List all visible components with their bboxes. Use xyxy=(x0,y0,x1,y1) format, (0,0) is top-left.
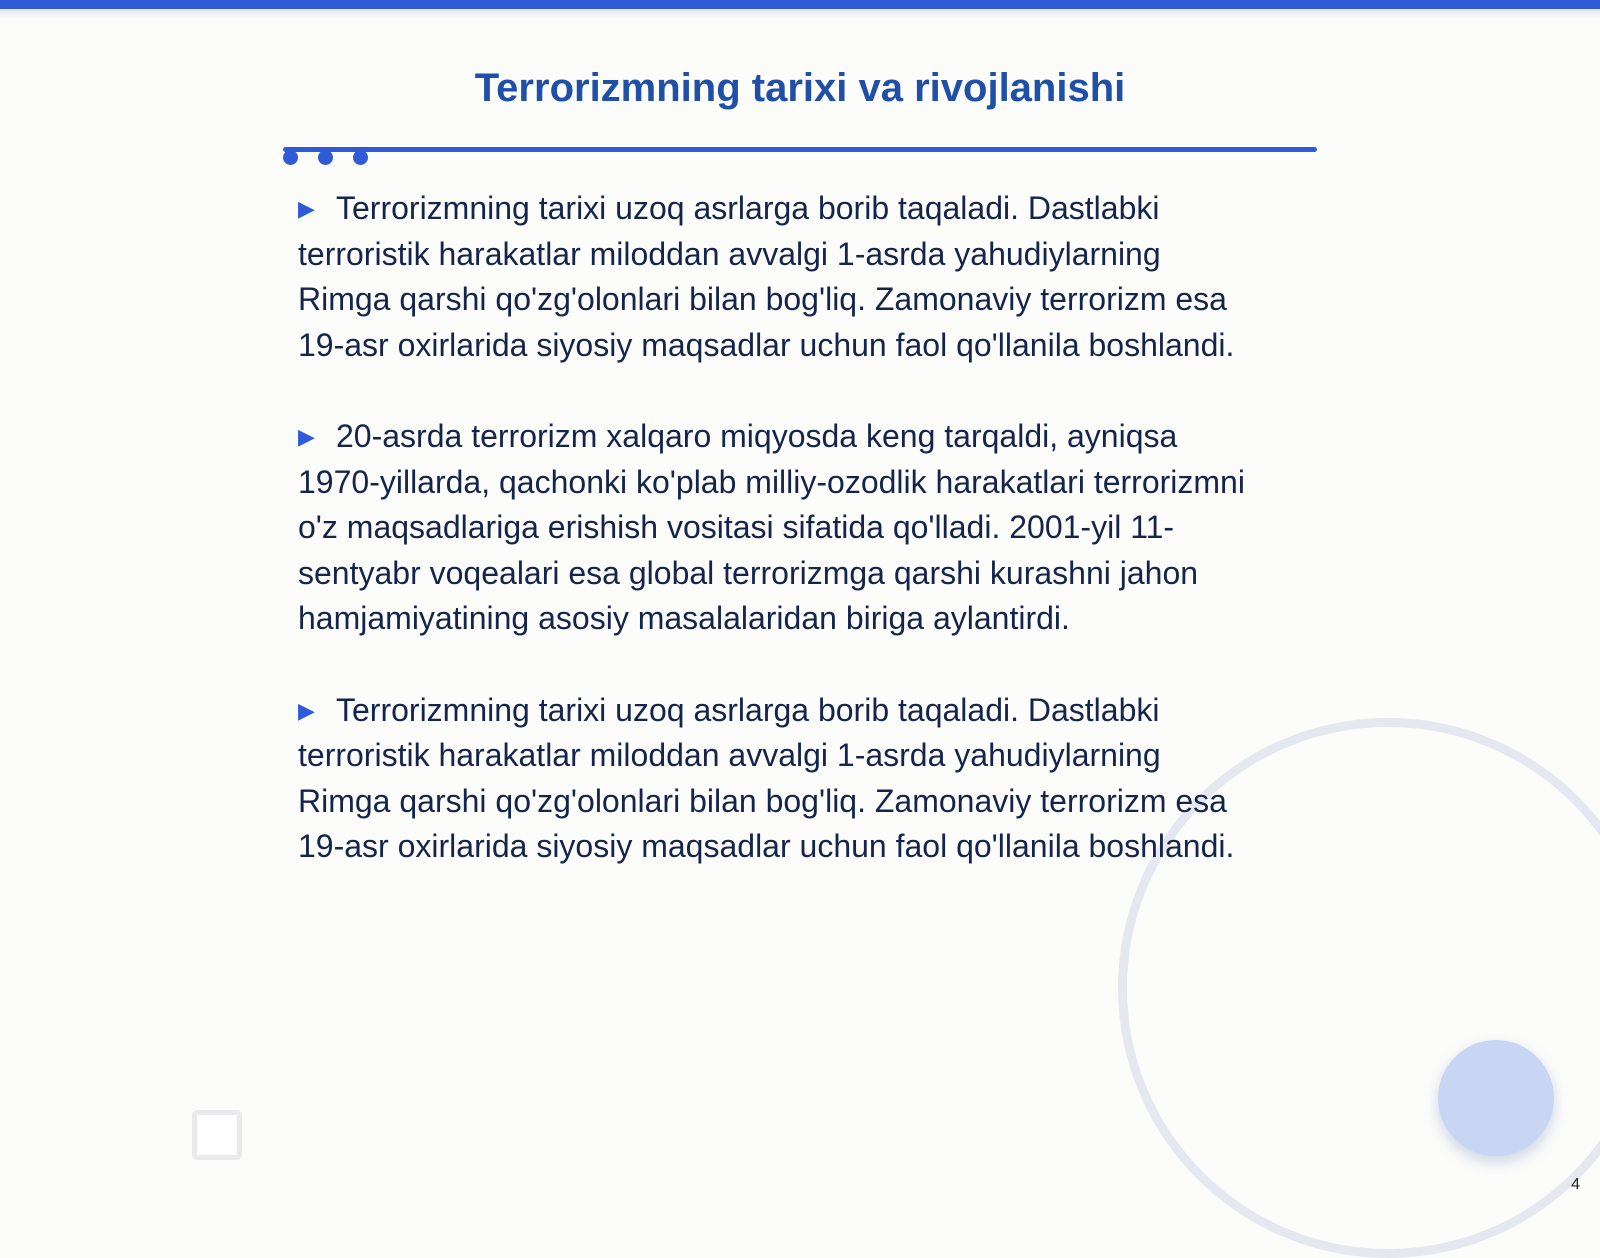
top-accent-bar xyxy=(0,0,1600,9)
bullet-text: 20-asrda terrorizm xalqaro miqyosda keng tarqaldi, ayniqsa 1970-yillarda, qachonki ko'plab milliy-ozodlik harakatlari terrorizmni o'z maqsadlariga erishish vositasi sifatida qo'lladi. 2001-yil 11-sentyabr voqealari esa global terrorizmga qarshi kurashni jahon hamjamiyatining asosiy masalalaridan biriga aylantirdi. xyxy=(298,418,1245,636)
triangle-bullet-icon: ▶ xyxy=(298,697,315,723)
bullet-item xyxy=(298,186,1258,368)
title-underline xyxy=(283,147,1317,152)
triangle-bullet-icon: ▶ xyxy=(298,196,315,221)
decorative-square xyxy=(192,1110,242,1160)
decorative-circle xyxy=(1438,1040,1554,1156)
title-dot-1 xyxy=(283,150,298,165)
page-number: 4 xyxy=(1571,1176,1580,1193)
title-dot-3 xyxy=(353,150,368,165)
bullet-item xyxy=(298,688,1258,870)
bullet-text: Terrorizmning tarixi uzoq asrlarga borib taqaladi. Dastlabki terroristik harakatlar miloddan avvalgi 1-asrda yahudiylarning Rimga qarshi qo'zg'olonlari bilan bog'liq. Zamonaviy terrorizm esa 19-asr oxirlarida siyosiy maqsadlar uchun faol qo'llanila boshlandi. xyxy=(298,190,1235,363)
slide-body xyxy=(298,186,1258,916)
bullet-item xyxy=(298,414,1258,642)
triangle-bullet-icon: ▶ xyxy=(298,424,315,449)
slide-title: Terrorizmning tarixi va rivojlanishi xyxy=(474,66,1126,110)
bullet-text: Terrorizmning tarixi uzoq asrlarga borib taqaladi. Dastlabki terroristik harakatlar miloddan avvalgi 1-asrda yahudiylarning Rimga qarshi qo'zg'olonlari bilan bog'liq. Zamonaviy terrorizm esa 19-asr oxirlarida siyosiy maqsadlar uchun faol qo'llanila boshlandi. xyxy=(298,691,1235,864)
top-bar-shadow xyxy=(0,9,1600,19)
title-dot-2 xyxy=(318,150,333,165)
